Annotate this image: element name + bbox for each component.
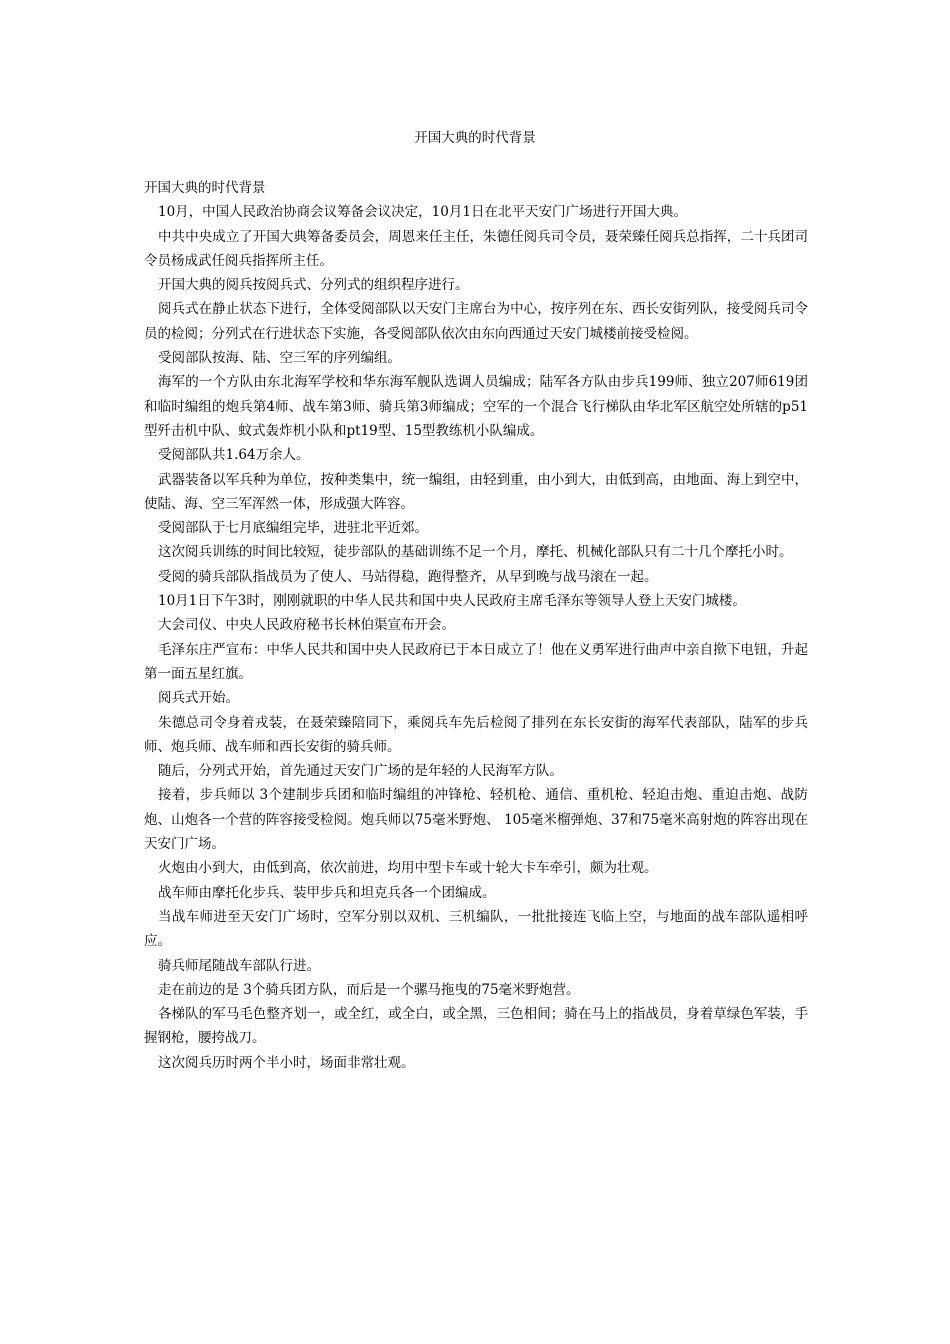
paragraph: 中共中央成立了开国大典筹备委员会，周恩来任主任，朱德任阅兵司令员，聂荣臻任阅兵总指挥，二十兵团司令员杨成武任阅兵指挥所主任。 — [144, 228, 808, 269]
paragraph: 阅兵式在静止状态下进行，全体受阅部队以天安门主席台为中心，按序列在东、西长安街列队，接受阅兵司令员的检阅；分列式在行进状态下实施，各受阅部队依次由东向西通过天安门城楼前接受检阅。 — [144, 301, 808, 342]
paragraph: 受阅部队共1.64万余人。 — [158, 447, 310, 464]
paragraph: 开国大典的阅兵按阅兵式、分列式的组织程序进行。 — [158, 277, 469, 294]
paragraph: 当战车师进至天安门广场时，空军分别以双机、三机编队，一批批接连飞临上空，与地面的战车部队遥相呼应。 — [144, 908, 808, 950]
paragraph: 这次阅兵训练的时间比较短，徒步部队的基础训练不足一个月，摩托、机械化部队只有二十几个摩托小时。 — [158, 544, 793, 561]
paragraph: 战车师由摩托化步兵、装甲步兵和坦克兵各一个团编成。 — [158, 884, 496, 901]
paragraph: 朱德总司令身着戎装，在聂荣臻陪同下，乘阅兵车先后检阅了排列在东长安街的海军代表部队，陆军的步兵师、炮兵师、战车师和西长安街的骑兵师。 — [144, 714, 808, 755]
paragraph: 接着，步兵师以 3个建制步兵团和临时编组的冲锋枪、轻机枪、通信、重机枪、轻迫击炮、重迫击炮、战防炮、山炮各一个营的阵容接受检阅。炮兵师以75毫米野炮、 105毫米榴弹炮、37和75毫米高射炮的阵容出现在天安门广场。 — [144, 787, 808, 853]
document-subtitle: 开国大典的时代背景 — [144, 180, 266, 196]
paragraph: 这次阅兵历时两个半小时，场面非常壮观。 — [158, 1054, 415, 1071]
paragraph: 骑兵师尾随战车部队行进。 — [158, 957, 320, 974]
document-body — [144, 176, 808, 1075]
paragraph: 毛泽东庄严宣布：中华人民共和国中央人民政府已于本日成立了！他在义勇军进行曲声中亲自揿下电钮，升起第一面五星红旗。 — [144, 641, 808, 682]
paragraph: 火炮由小到大，由低到高，依次前进，均用中型卡车或十轮大卡车牵引，颇为壮观。 — [158, 860, 658, 877]
paragraph: 阅兵式开始。 — [158, 690, 239, 707]
paragraph: 10月1日下午3时，刚刚就职的中华人民共和国中央人民政府主席毛泽东等领导人登上天安门城楼。 — [158, 593, 746, 610]
paragraph: 受阅部队于七月底编组完毕，进驻北平近郊。 — [158, 520, 428, 537]
paragraph: 受阅的骑兵部队指战员为了使人、马站得稳，跑得整齐，从早到晚与战马滚在一起。 — [158, 568, 658, 585]
paragraph: 武器装备以军兵种为单位，按种类集中，统一编组，由轻到重，由小到大，由低到高，由地面、海上到空中，使陆、海、空三军浑然一体，形成强大阵容。 — [144, 471, 808, 512]
paragraph: 随后，分列式开始，首先通过天安门广场的是年轻的人民海军方队。 — [158, 763, 563, 780]
paragraph: 各梯队的军马毛色整齐划一，或全红，或全白，或全黑，三色相间；骑在马上的指战员，身着草绿色军装，手握钢枪，腰挎战刀。 — [144, 1006, 808, 1047]
document-title: 开国大典的时代背景 — [414, 130, 536, 146]
paragraph: 走在前边的是 3个骑兵团方队，而后是一个骡马拖曳的75毫米野炮营。 — [158, 981, 580, 998]
paragraph: 大会司仪、中央人民政府秘书长林伯渠宣布开会。 — [158, 617, 455, 634]
paragraph: 海军的一个方队由东北海军学校和华东海军舰队选调人员编成；陆军各方队由步兵199师、独立207师619团和临时编组的炮兵第4师、战车第3师、骑兵第3师编成；空军的一个混合飞行梯队由华北军区航空处所辖的p51型歼击机中队、蚊式轰炸机小队和pt19型、15型教练机小队编成。 — [144, 374, 808, 439]
paragraph: 受阅部队按海、陆、空三军的序列编组。 — [158, 350, 401, 367]
paragraph: 10月，中国人民政治协商会议筹备会议决定，10月1日在北平天安门广场进行开国大典。 — [158, 204, 687, 221]
